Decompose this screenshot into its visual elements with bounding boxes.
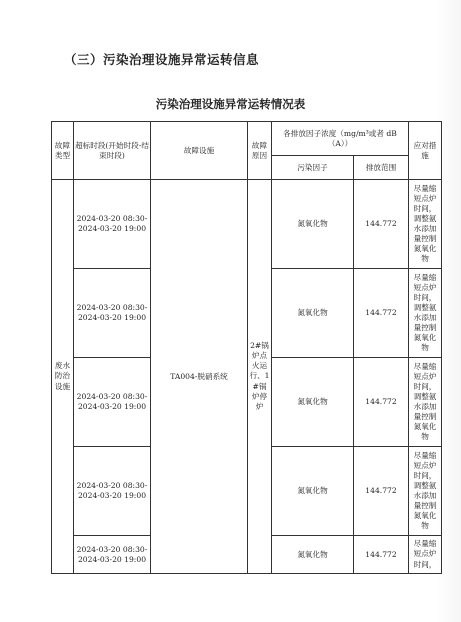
time-cell: 2024-03-20 08:30-2024-03-20 19:00 bbox=[74, 447, 151, 536]
fault-facility-cell: TA004-脱硝系统 bbox=[151, 180, 248, 574]
time-cell: 2024-03-20 08:30-2024-03-20 19:00 bbox=[74, 358, 151, 447]
header-fault-facility: 故障设施 bbox=[151, 122, 248, 180]
time-cell: 2024-03-20 08:30-2024-03-20 19:00 bbox=[74, 269, 151, 358]
fault-reason-cell: 2#锅炉点火运行、1#锅炉停炉 bbox=[248, 180, 272, 574]
pollutant-cell: 氮氧化物 bbox=[272, 269, 354, 358]
pollutant-cell: 氮氧化物 bbox=[272, 180, 354, 269]
response-cell: 尽量缩短点炉时间，调整氨水添加量控制氮氧化物 bbox=[409, 180, 442, 269]
header-fault-reason: 故障原因 bbox=[248, 122, 272, 180]
header-row bbox=[52, 122, 442, 156]
header-response: 应对措施 bbox=[409, 122, 442, 180]
fault-type-cell: 废水防治设施 bbox=[52, 180, 74, 574]
response-cell: 尽量缩短点炉时间，调整氨水添加量控制氮氧化物 bbox=[409, 358, 442, 447]
fault-table bbox=[51, 121, 442, 574]
range-cell: 144.772 bbox=[354, 536, 409, 574]
table-row bbox=[52, 180, 442, 269]
range-cell: 144.772 bbox=[354, 180, 409, 269]
section-title: （三）污染治理设施异常运转信息 bbox=[64, 52, 260, 67]
pollutant-cell: 氮氧化物 bbox=[272, 447, 354, 536]
range-cell: 144.772 bbox=[354, 447, 409, 536]
response-cell: 尽量缩短点炉时间，调整氨水添加量控制氮氧化物 bbox=[409, 447, 442, 536]
time-cell: 2024-03-20 08:30-2024-03-20 19:00 bbox=[74, 536, 151, 574]
range-cell: 144.772 bbox=[354, 358, 409, 447]
page-edge-shadow bbox=[436, 0, 461, 622]
header-emission-group: 各排放因子浓度（mg/m³或者 dB（A）） bbox=[272, 122, 409, 156]
response-cell: 尽量缩短点炉时间， bbox=[409, 536, 442, 574]
header-fault-type: 故障类型 bbox=[52, 122, 74, 180]
time-cell: 2024-03-20 08:30-2024-03-20 19:00 bbox=[74, 180, 151, 269]
pollutant-cell: 氮氧化物 bbox=[272, 358, 354, 447]
header-pollutant: 污染因子 bbox=[272, 156, 354, 180]
header-time-period: 超标时段(开始时段-结束时段) bbox=[74, 122, 151, 180]
response-cell: 尽量缩短点炉时间，调整氨水添加量控制氮氧化物 bbox=[409, 269, 442, 358]
range-cell: 144.772 bbox=[354, 269, 409, 358]
header-range: 排放范围 bbox=[354, 156, 409, 180]
table-title: 污染治理设施异常运转情况表 bbox=[155, 97, 306, 111]
pollutant-cell: 氮氧化物 bbox=[272, 536, 354, 574]
